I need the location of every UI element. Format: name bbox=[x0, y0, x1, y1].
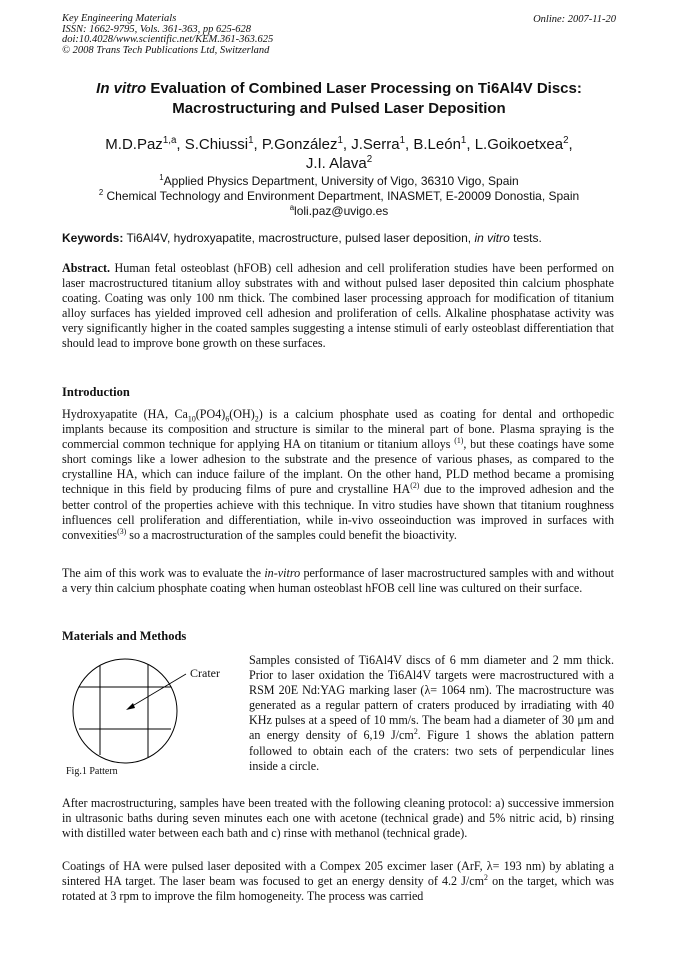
subscript: 10 bbox=[187, 414, 196, 424]
methods-paragraph-2: After macrostructuring, samples have been treated with the following cleaning protocol: a) successive immersion in ultrasonic baths during seven minutes each one with acetone (technical grade) and 5% nitric acid, b) rinsing with distilled water between each bath and c) rinse with methanol (technical grade). bbox=[62, 796, 614, 841]
author-name: , J.Serra bbox=[342, 136, 400, 153]
intro-heading: Introduction bbox=[62, 385, 130, 399]
author-name: M.D.Paz bbox=[105, 136, 163, 153]
doi: doi:10.4028/www.scientific.net/KEM.361-363.625 bbox=[62, 34, 274, 45]
author-sup: 1 bbox=[337, 135, 343, 146]
title-italic: In vitro bbox=[96, 80, 147, 97]
affiliation-text: Chemical Technology and Environment Department, INASMET, E-20009 Donostia, Spain bbox=[103, 189, 580, 203]
affiliations bbox=[62, 174, 616, 219]
methods-text: . Figure 1 shows the ablation pattern followed to obtain each of the craters: two sets of perpendicular lines inside a circle. bbox=[249, 728, 614, 773]
intro-text: (PO4) bbox=[195, 407, 226, 421]
subscript: 6 bbox=[225, 414, 230, 424]
crater-label: Crater bbox=[190, 666, 220, 680]
intro-italic: in-vitro bbox=[264, 566, 301, 580]
abstract bbox=[62, 261, 614, 352]
paper-title bbox=[62, 79, 616, 119]
methods-heading: Materials and Methods bbox=[62, 629, 187, 643]
citation-ref: (2) bbox=[410, 481, 420, 491]
keywords-label: Keywords: bbox=[62, 231, 124, 245]
journal-name: Key Engineering Materials bbox=[62, 13, 177, 24]
issn: ISSN: 1662-9795, Vols. 361-363, pp 625-628 bbox=[62, 23, 251, 35]
affiliation-sup: 1 bbox=[159, 173, 164, 182]
keywords-tail: tests. bbox=[509, 231, 542, 245]
title-line-2: Macrostructuring and Pulsed Laser Deposition bbox=[172, 100, 506, 117]
crater-pointer-line bbox=[129, 674, 186, 708]
figure-1 bbox=[62, 652, 242, 792]
methods-text: on the target, which was rotated at 3 rpm to improve the film homogeneity. The process was carried bbox=[62, 874, 614, 904]
intro-text: (OH) bbox=[229, 407, 255, 421]
email bbox=[62, 204, 616, 219]
affiliation-2 bbox=[62, 189, 616, 204]
affiliation-sup: 2 bbox=[98, 188, 104, 197]
methods-paragraph-3 bbox=[62, 859, 614, 904]
disc-outline bbox=[73, 659, 177, 763]
intro-text: due to the improved adhesion and the better control of the properties achieve with this technique. In vitro studies have shown that titanium roughness influences cell proliferation and differentiation, while in-vivo osseoinduction was improved in surfaces with convexities bbox=[62, 482, 614, 542]
intro-text: The aim of this work was to evaluate the bbox=[62, 566, 265, 580]
email-text: loli.paz@uvigo.es bbox=[294, 204, 389, 218]
author-separator: , bbox=[568, 136, 573, 153]
author-name: J.I. Alava bbox=[305, 155, 367, 172]
authors-line-2 bbox=[62, 154, 616, 173]
methods-side-paragraph bbox=[249, 653, 614, 774]
online-date: Online: 2007-11-20 bbox=[533, 14, 616, 25]
authors-line-1 bbox=[62, 135, 616, 154]
title-line-1-rest: Evaluation of Combined Laser Processing on Ti6Al4V Discs: bbox=[146, 80, 582, 97]
email-sup: a bbox=[289, 203, 295, 212]
title-line-1 bbox=[62, 79, 616, 99]
abstract-text: Human fetal osteoblast (hFOB) cell adhesion and cell proliferation studies have been performed on laser macrostructured titanium alloy substrates with and without pulsed laser deposited thin calcium phosphate coating. Coating was only 100 nm thick. The combined laser processing approach for modification of titanium alloy surfaces has yielded improved cell adhesion and proliferation of cells. Alkaline phosphatase activity was very significantly higher in the coated samples suggesting a intense stimuli of early osteoblast differentiation that should lead to improve bone growth on these surfaces. bbox=[62, 261, 614, 351]
intro-paragraph-1 bbox=[62, 407, 614, 543]
keywords-text: Ti6Al4V, hydroxyapatite, macrostructure, pulsed laser deposition, bbox=[123, 231, 475, 245]
author-name: , L.Goikoetxea bbox=[466, 136, 564, 153]
authors bbox=[62, 135, 616, 173]
subscript: 2 bbox=[254, 414, 259, 424]
author-sup: 2 bbox=[366, 154, 373, 165]
journal-header bbox=[62, 14, 273, 56]
author-sup: 1 bbox=[399, 135, 406, 146]
author-name: , P.González bbox=[253, 136, 338, 153]
citation-ref: (3) bbox=[117, 526, 127, 536]
author-sup: 1,a bbox=[162, 135, 177, 146]
abstract-label: Abstract. bbox=[62, 261, 111, 275]
figure-caption: Fig.1 Pattern bbox=[66, 766, 118, 777]
intro-text: ) is a calcium phosphate used as coating for dental and orthopedic implants because its composition and structure is similar to the mineral part of bone. Plasma spraying is the commercial common technique for applying HA on titanium or titanium alloys bbox=[62, 407, 615, 452]
methods-text: Samples consisted of Ti6Al4V discs of 6 mm diameter and 2 mm thick. Prior to laser oxidation the Ti6Al4V targets were macrostructured with a RSM 20E Nd:YAG marking laser (λ= 1064 nm). The macrostructure was generated as a regular pattern of craters produced by irradiating with 40 KHz pulses at a speed of 10 mm/s. The beam had a diameter of 30 μm and an energy density of 6,19 J/cm bbox=[249, 653, 614, 743]
keywords-italic: in vitro bbox=[474, 231, 510, 245]
affiliation-1 bbox=[62, 174, 616, 189]
author-name: , B.León bbox=[405, 136, 461, 153]
intro-paragraph-2 bbox=[62, 566, 614, 596]
author-sup: 2 bbox=[563, 135, 569, 146]
intro-text: performance of laser macrostructured samples with and without a very thin calcium phosphate coating when human osteoblast hFOB cell line was cultured on their surface. bbox=[62, 566, 614, 596]
intro-text: so a macrostructuration of the samples could benefit the bioactivity. bbox=[126, 527, 457, 542]
citation-ref: (1) bbox=[454, 436, 464, 446]
copyright: © 2008 Trans Tech Publications Ltd, Switzerland bbox=[62, 44, 270, 56]
methods-text: Coatings of HA were pulsed laser deposited with a Compex 205 excimer laser (ArF, λ= 193 nm) by ablating a sintered HA target. The laser beam was focused to get an energy density of 4.2 J/cm bbox=[62, 859, 614, 889]
author-name: , S.Chiussi bbox=[176, 136, 249, 153]
superscript: 2 bbox=[484, 873, 488, 883]
keywords bbox=[62, 231, 616, 246]
crater-pointer-arrowhead bbox=[126, 703, 135, 710]
author-sup: 1 bbox=[248, 135, 254, 146]
superscript: 2 bbox=[413, 727, 418, 737]
author-sup: 1 bbox=[460, 135, 467, 146]
intro-text: , but these coatings have some short comings like a lower adhesion to the substrate and the presence of various phases, as compared to the crystalline HA, which can induce failure of the implant. On the other hand, PLD method became a promising technique in this field by producing films of pure and crystalline HA bbox=[62, 437, 614, 497]
intro-text: Hydroxyapatite (HA, Ca bbox=[62, 407, 188, 421]
affiliation-text: Applied Physics Department, University of Vigo, 36310 Vigo, Spain bbox=[163, 174, 519, 188]
